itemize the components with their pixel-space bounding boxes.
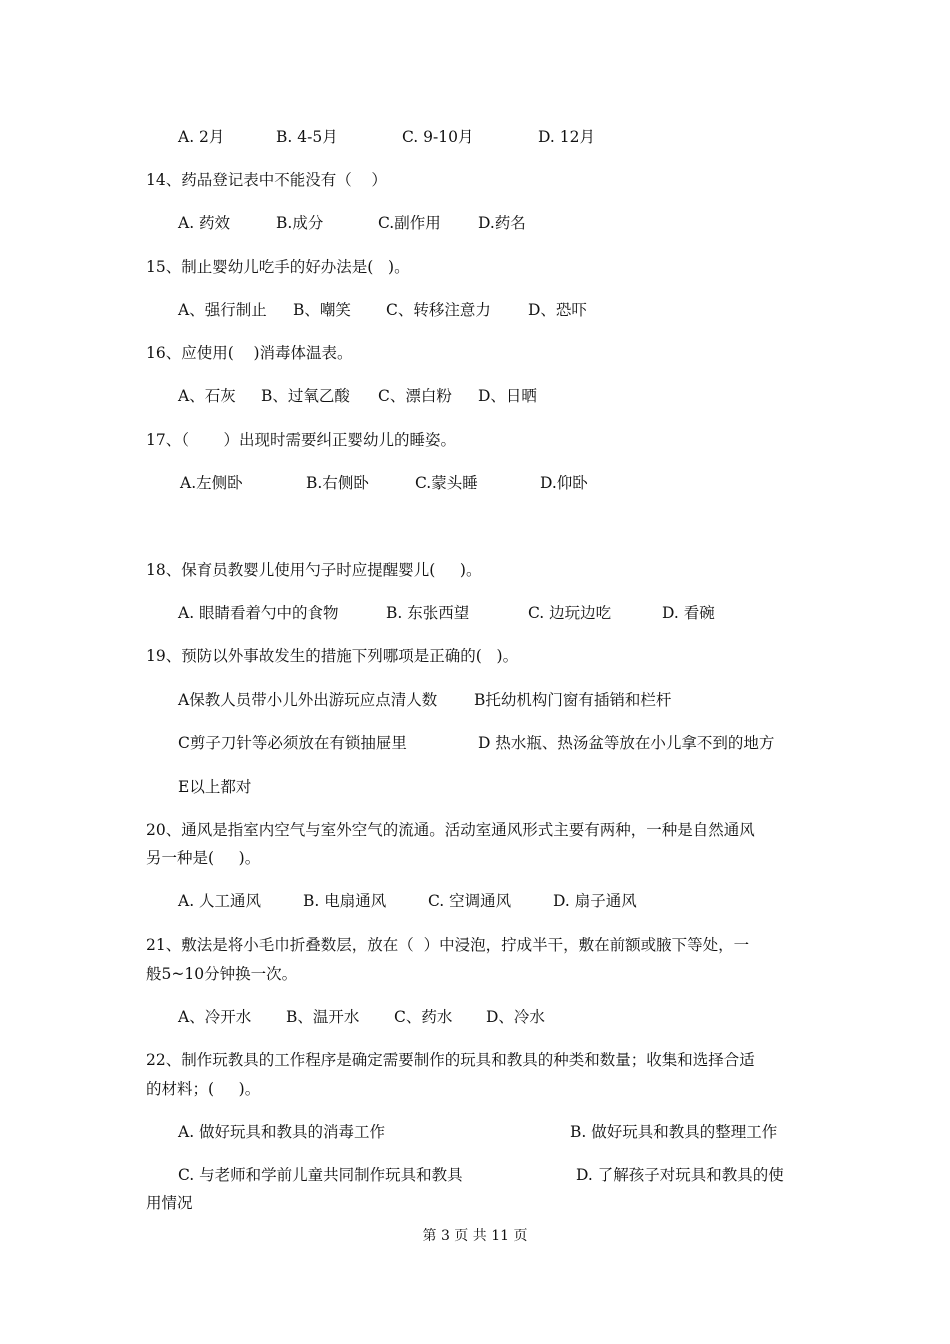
q19-options-row2 — [178, 733, 818, 793]
q16-option-c: C、漂白粉 — [378, 387, 452, 405]
q15-option-b: B、嘲笑 — [293, 301, 351, 319]
q16-stem: 16、应使用( )消毒体温表。 — [146, 344, 353, 362]
q15-stem: 15、制止婴幼儿吃手的好办法是( )。 — [146, 258, 410, 276]
q17-option-d: D.仰卧 — [540, 474, 588, 492]
q17-option-a: A.左侧卧 — [180, 474, 243, 492]
q22-option-a: A. 做好玩具和教具的消毒工作 — [178, 1123, 386, 1141]
q15-option-d: D、恐吓 — [528, 301, 587, 319]
q19-option-c: C剪子刀针等必须放在有锁抽屉里 — [178, 734, 407, 752]
q22-option-c: C. 与老师和学前儿童共同制作玩具和教具 — [178, 1166, 463, 1184]
q21-option-b: B、温开水 — [286, 1008, 360, 1026]
q20-stem-line2: 另一种是( )。 — [146, 849, 261, 867]
q18-option-d: D. 看碗 — [662, 604, 715, 622]
q16-option-d: D、日晒 — [478, 387, 537, 405]
q18-option-c: C. 边玩边吃 — [528, 604, 612, 622]
q18-stem: 18、保育员教婴儿使用勺子时应提醒婴儿( )。 — [146, 561, 482, 579]
q14-option-b: B.成分 — [276, 214, 324, 232]
q20-option-b: B. 电扇通风 — [303, 892, 387, 910]
page-number-footer: 第 3 页 共 11 页 — [422, 1228, 528, 1244]
q13-option-a: A. 2月 — [178, 128, 225, 146]
q14-option-a: A. 药效 — [178, 214, 231, 232]
q19-option-d: D 热水瓶、热汤盆等放在小儿拿不到的地方 — [478, 734, 775, 752]
q22-stem-line1: 22、制作玩教具的工作程序是确定需要制作的玩具和教具的种类和数量；收集和选择合适 — [146, 1051, 755, 1069]
q22-option-d-wrap: 用情况 — [146, 1194, 193, 1212]
q22-stem-line2: 的材料；( )。 — [146, 1080, 261, 1098]
q20-option-a: A. 人工通风 — [178, 892, 262, 910]
q18-option-b: B. 东张西望 — [386, 604, 470, 622]
q13-option-c: C. 9-10月 — [402, 128, 474, 146]
q19-stem: 19、预防以外事故发生的措施下列哪项是正确的( )。 — [146, 647, 519, 665]
q21-option-a: A、冷开水 — [178, 1008, 252, 1026]
q19-option-a: A保教人员带小儿外出游玩应点清人数 — [178, 691, 438, 709]
q13-option-b: B. 4-5月 — [276, 128, 338, 146]
q17-option-c: C.蒙头睡 — [415, 474, 478, 492]
q14-stem: 14、药品登记表中不能没有（ ） — [146, 171, 387, 189]
q20-option-c: C. 空调通风 — [428, 892, 512, 910]
q20-option-d: D. 扇子通风 — [553, 892, 637, 910]
q16-option-b: B、过氧乙酸 — [261, 387, 350, 405]
q14-option-c: C.副作用 — [378, 214, 441, 232]
q19-option-b: B托幼机构门窗有插销和栏杆 — [474, 691, 672, 709]
q18-option-a: A. 眼睛看着勺中的食物 — [178, 604, 339, 622]
q19-option-e: E以上都对 — [178, 778, 252, 796]
q21-option-d: D、冷水 — [486, 1008, 545, 1026]
q14-option-d: D.药名 — [478, 214, 526, 232]
q13-option-d: D. 12月 — [538, 128, 595, 146]
q17-options — [180, 473, 780, 573]
q17-stem: 17、（ ）出现时需要纠正婴幼儿的睡姿。 — [146, 431, 456, 449]
q15-option-c: C、转移注意力 — [386, 301, 491, 319]
q21-option-c: C、药水 — [394, 1008, 453, 1026]
q21-stem-line2: 般5~10分钟换一次。 — [146, 965, 298, 983]
q22-option-d: D. 了解孩子对玩具和教具的使 — [576, 1166, 784, 1184]
q21-stem-line1: 21、敷法是将小毛巾折叠数层，放在（ ）中浸泡，拧成半干，敷在前额或腋下等处，一 — [146, 936, 750, 954]
q17-option-b: B.右侧卧 — [306, 474, 369, 492]
q16-option-a: A、石灰 — [178, 387, 236, 405]
q15-option-a: A、强行制止 — [178, 301, 267, 319]
q22-options-row2 — [178, 1165, 818, 1225]
q20-stem-line1: 20、通风是指室内空气与室外空气的流通。活动室通风形式主要有两种，一种是自然通风 — [146, 821, 755, 839]
q22-option-b: B. 做好玩具和教具的整理工作 — [570, 1123, 778, 1141]
